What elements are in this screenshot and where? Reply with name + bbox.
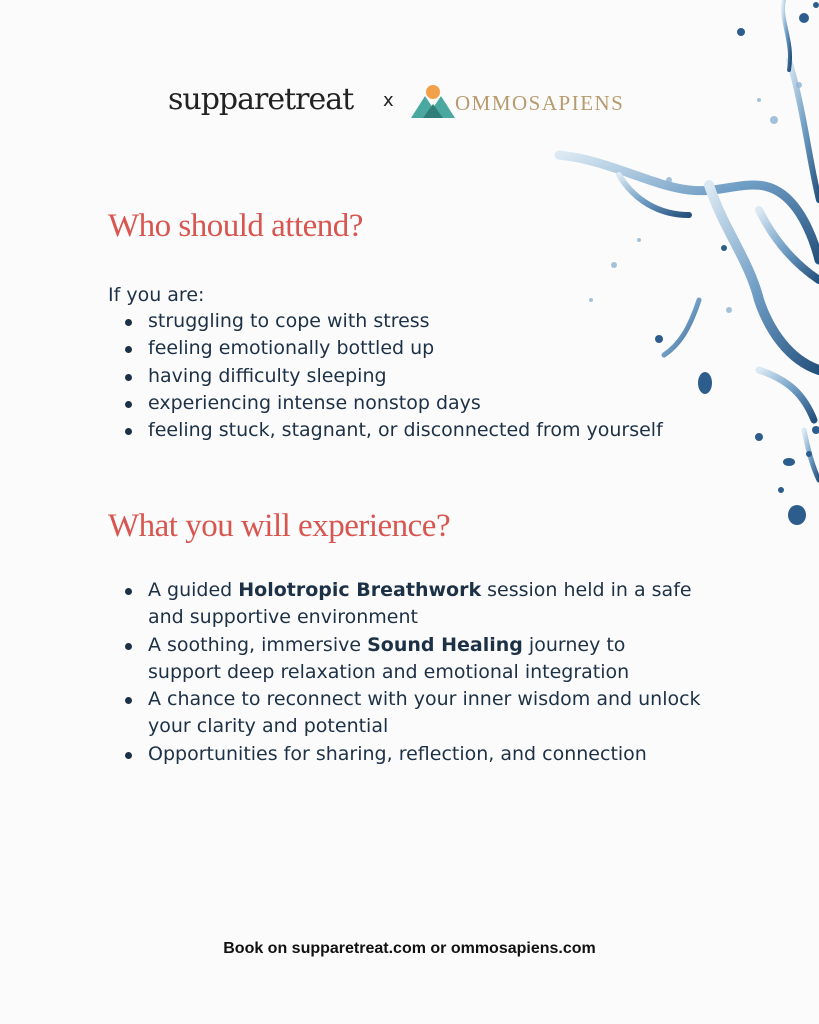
ommosapiens-logo: OMMOSAPIENS xyxy=(455,91,625,115)
brand-separator: x xyxy=(383,90,394,111)
item-highlight: Sound Healing xyxy=(367,633,523,656)
list-item: feeling emotionally bottled up xyxy=(122,335,663,362)
header xyxy=(168,80,648,126)
list-item: having difficulty sleeping xyxy=(122,363,663,390)
what-you-will-experience-heading: What you will experience? xyxy=(108,508,451,544)
item-text: journey to support deep relaxation and emotional integration xyxy=(148,633,630,683)
item-text: A soothing, immersive xyxy=(148,633,368,656)
supparetreat-logo: supparetreat xyxy=(168,82,354,117)
item-highlight: Holotropic Breathwork xyxy=(238,579,482,601)
list-item xyxy=(122,741,702,768)
item-text: A guided xyxy=(148,579,239,601)
list-item: feeling stuck, stagnant, or disconnected from yourself xyxy=(122,417,663,444)
item-text: Opportunities for sharing, reflection, and connection xyxy=(148,742,647,765)
attendee-list xyxy=(122,308,663,444)
experience-list xyxy=(122,577,702,768)
booking-footer: Book on supparetreat.com or ommosapiens.com xyxy=(223,940,596,957)
who-should-attend-heading: Who should attend? xyxy=(108,208,363,244)
item-text: session held in a safe and supportive environment xyxy=(148,579,692,629)
list-item xyxy=(122,632,702,687)
list-item: experiencing intense nonstop days xyxy=(122,390,663,417)
item-text: A chance to reconnect with your inner wisdom and unlock your clarity and potential xyxy=(148,688,701,738)
list-item xyxy=(122,577,702,632)
ommosapiens-mountain-icon xyxy=(409,82,457,120)
list-item xyxy=(122,686,702,741)
list-item: struggling to cope with stress xyxy=(122,308,663,335)
intro-text: If you are: xyxy=(108,284,205,306)
